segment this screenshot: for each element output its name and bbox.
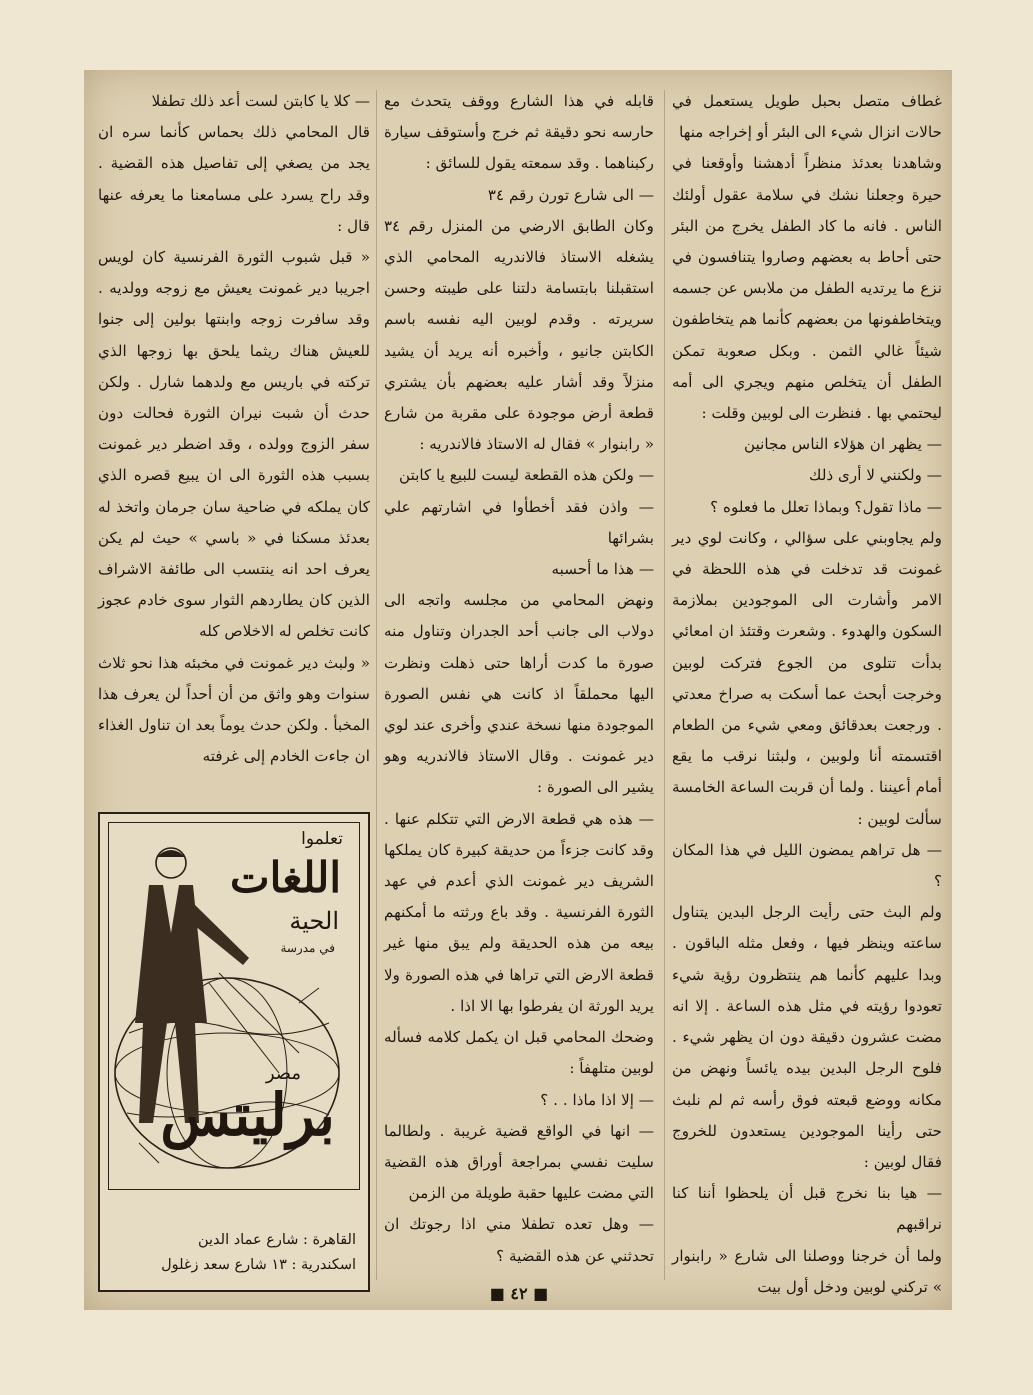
dialogue-line: — انها في الواقع قضية غريبة . ولطالما سليت نفسي بمراجعة أوراق هذه القضية التي مضت عليها حقبة طويلة من الزمن: [384, 1121, 654, 1203]
ad-tagline: تعلموا: [301, 829, 343, 849]
dialogue-line: — ولكن هذه القطعة ليست للبيع يا كابتن: [399, 466, 654, 485]
page-number: ■ ٤٢ ■: [489, 1284, 549, 1303]
dialogue-line: — وهل تعده تطفلا مني اذا رجوتك ان تحدثني عن هذه القضية ؟: [384, 1215, 654, 1265]
paragraph: « ولبث دير غمونت في مخبئه هذا نحو ثلاث سنوات وهو واثق من أن أحداً لن يعرف هذا المخبأ . ولكن حدث يوماً بعد ان تناول الغذاء ان جاءت الخادم إلى غرفته: [98, 653, 370, 766]
paragraph: وكان الطابق الارضي من المنزل رقم ٣٤ يشغله الاستاذ فالاندريه المحامي الذي استقبلنا بابتسامة دلتنا على طيبته وحسن سريرته . وقدم لوبين اليه نفسه باسم الكابتن جانيو ، وأخبره أنه يريد أن يشيد منزلاً وقد أشار عليه بعضهم بأن يشتري قطعة أرض موجودة على مقربة من شارع « رابنوار » فقال له الاستاذ فالاندريه :: [384, 216, 654, 454]
ad-subtitle-small: في مدرسة: [280, 941, 335, 955]
dialogue-line: — إلا اذا ماذا . . ؟: [540, 1090, 654, 1109]
advertisement-artwork: [108, 822, 360, 1190]
paragraph: « قبل شبوب الثورة الفرنسية كان لويس اجريبا دير غمونت يعيش مع زوجه وولديه . وقد سافرت زوجه وابنتها بولين إلى جنوا للعيش هناك ريثما يلحق بها زوجها الذي تركته في باريس مع ولدهما شارل . ولكن حدث أن شبت نيران الثورة فحالت دون سفر الزوج وولده ، وقد اضطر دير غمونت بسبب هذه الثورة الى ان يبيع قصره الذي كان يملكه في ضاحية سان جرمان واتخذ له بعدئذ مسكنا في « باسي » حيث لم يكن يعرف احد انه ينتسب الى طائفة الاشراف الذين كان يطاردهم الثوار سوى خادم عجوز كانت تخلص له الاخلاص كله: [98, 248, 370, 641]
paragraph: ونهض المحامي من مجلسه واتجه الى دولاب الى جانب أحد الجدران وتناول منه صورة ما كدت أراها حتى ذهلت ونظرت اليها محملقاً اذ كانت هي نفس الصورة الموجودة منها نسخة عندي وأخرى عند لوي دير غمونت . وقال الاستاذ فالاندريه وهو يشير الى الصورة :: [384, 591, 654, 797]
dialogue-line: — ماذا تقول؟ وبماذا تعلل ما فعلوه ؟: [710, 497, 942, 516]
magazine-page: [84, 70, 952, 1310]
column-divider: [664, 90, 665, 1280]
article-column-right: [672, 86, 942, 1303]
paragraph: ولما أن خرجنا ووصلنا الى شارع « رابنوار » تركني لوبين ودخل أول بيت: [672, 1246, 942, 1296]
paragraph: وضحك المحامي قبل ان يكمل كلامه فسأله لوبين متلهفاً :: [384, 1028, 654, 1078]
dialogue-line: — كلا يا كابتن لست أعد ذلك تطفلا: [151, 92, 370, 110]
dialogue-line: — الى شارع تورن رقم ٣٤: [487, 185, 654, 204]
dialogue-line: — هذا ما أحسبه: [551, 560, 654, 579]
article-column-middle: [384, 86, 654, 1272]
dialogue-line: — هذه هي قطعة الارض التي تتكلم عنها . وقد كانت جزءاً من حديقة كبيرة كان يملكها الشريف دير غمونت الذي أعدم في عهد الثورة الفرنسية . وقد باع ورثته ما أمكنهم بيعه من هذه الحديقة ولم يبق منها غير قطعة الارض التي تراها في هذه الصورة ولا يريد الورثة ان يفرطوا بها الا اذا .: [384, 809, 654, 1015]
ad-school-name: برليتس: [160, 1081, 335, 1149]
paragraph: ولم يجاوبني على سؤالي ، وكانت لوي دير غمونت قد تدخلت في هذه اللحظة في الامر وأشارت الى الموجودين بملازمة السكون والهدوء . وشعرت وقتئذ ان امعائي بدأت تتلوى من الجوع فتركت لوبين وخرجت أبحث عما أسكت به صراخ معدتي . ورجعت بعدقائق ومعي شيء من الطعام اقتسمته أنا ولوبين ، ولبثنا نرقب ما يقع أمام أعيننا . ولما أن قربت الساعة الخامسة سألت لوبين :: [672, 528, 942, 828]
dialogue-line: — واذن فقد أخطأوا في اشارتهم علي بشرائها: [384, 497, 654, 547]
paragraph: غطاف متصل بحبل طويل يستعمل في حالات انزال شيء الى البئر أو إخراجه منها: [672, 92, 942, 142]
ad-address: [112, 1228, 356, 1278]
paragraph: ولم البث حتى رأيت الرجل البدين يتناول ساعته وينظر فيها ، وفعل مثله الباقون . وبدا عليهم كأنما هم ينتظرون رؤية شيء تعودوا رؤيته في مثل هذه الساعة . إلا انه مضت عشرون دقيقة دون ان يظهر شيء . فلوح الرجل البدين بيده يائساً ونهض من مكانه ووضع قبعته فوق رأسه ثم لم نلبث حتى رأينا الموجودين يستعدون للخروج فقال لوبين :: [672, 903, 942, 1171]
article-column-left: [98, 86, 370, 772]
advertisement: [98, 812, 370, 1292]
dialogue-line: — هل تراهم يمضون الليل في هذا المكان ؟: [672, 840, 942, 891]
paragraph: وشاهدنا بعدئذ منظراً أدهشنا وأوقعنا في حيرة وجعلنا نشك في سلامة عقول أولئك الناس . فانه ما كاد الطفل يخرج من البئر حتى أحاط به بعضهم وصاروا يتنافسون في نزع ما يرتديه الطفل من ملابس عن جسمه ويتخاطفونها من بعضهم كأنما هم يتخاطفون شيئاً غالي الثمن . وبكل صعوبة تمكن الطفل أن يتخلص منهم ويجري الى أمه ليحتمي بها . فنظرت الى لوبين وقلت :: [672, 154, 942, 423]
dialogue-line: — هيا بنا نخرج قبل أن يلحظوا أننا كنا نراقبهم: [672, 1184, 942, 1234]
ad-address-cairo: القاهرة : شارع عماد الدين: [197, 1232, 356, 1248]
column-divider: [376, 90, 377, 1280]
dialogue-line: — يظهر ان هؤلاء الناس مجانين: [744, 435, 942, 454]
ad-school-prefix: مصر: [265, 1063, 301, 1084]
ad-subtitle: الحية: [289, 907, 339, 935]
ad-address-alexandria: اسكندرية : ١٣ شارع سعد زغلول: [161, 1257, 356, 1273]
paragraph: قال المحامي ذلك بحماس كأنما سره ان يجد من يصغي إلى تفاصيل هذه القضية . وقد راح يسرد على مسامعنا ما يعرفه عنها قال :: [98, 123, 370, 235]
ad-title: اللغات: [230, 853, 341, 902]
paragraph: قابله في هذا الشارع ووقف يتحدث مع حارسه نحو دقيقة ثم خرج وأستوقف سيارة ركبناهما . وقد سمعته يقول للسائق :: [384, 92, 654, 173]
dialogue-line: — ولكنني لا أرى ذلك: [809, 466, 942, 485]
